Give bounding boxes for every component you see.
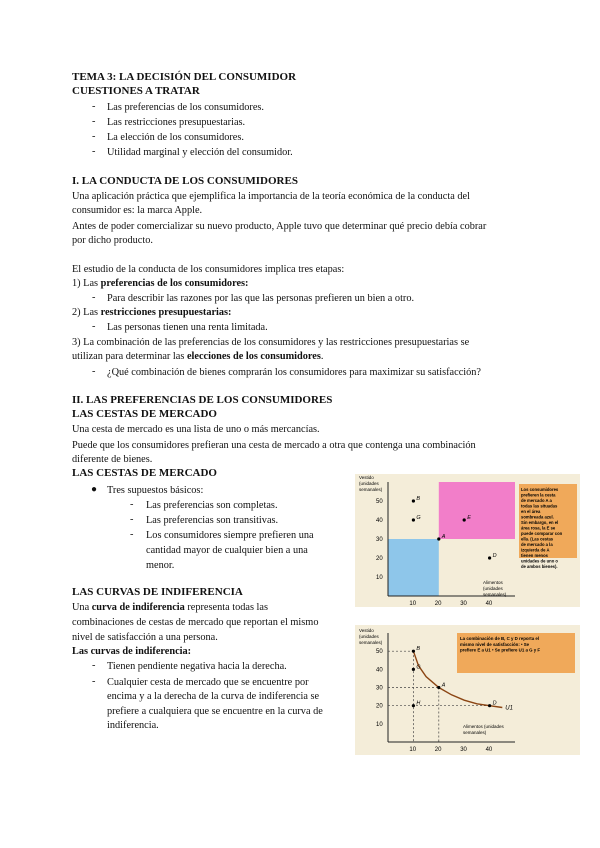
x-tick-label: 10 bbox=[409, 601, 417, 607]
note-text: de mercado A a bbox=[521, 498, 552, 503]
note-text: mismo nivel de satisfacción: • Se bbox=[460, 641, 530, 647]
dash: - bbox=[92, 321, 96, 332]
curvas-item: Tienen pendiente negativa hacia la derecha. bbox=[107, 661, 287, 672]
curvas-item: prefiere a cualquiera que se encuentre en la curva de bbox=[107, 706, 323, 717]
paragraph-line: Puede que los consumidores prefieran una cesta de mercado a otra que contenga una combinación bbox=[72, 440, 476, 451]
point-label: B bbox=[416, 646, 421, 653]
bullet-dot: ● bbox=[91, 484, 98, 495]
dash: - bbox=[92, 131, 96, 142]
note-text: área rosa, la E se bbox=[521, 525, 556, 531]
paragraph-line: consumidor es: la marca Apple. bbox=[72, 205, 203, 216]
dash: - bbox=[92, 116, 96, 127]
text-bold: curva de indiferencia bbox=[91, 602, 185, 613]
note-text: izquierda de A bbox=[521, 547, 550, 553]
note-text: tienen menos bbox=[521, 553, 548, 558]
y-axis-label: semanales) bbox=[359, 640, 383, 645]
stage-2 bbox=[72, 306, 231, 319]
y-axis-label: (unidades bbox=[359, 634, 379, 639]
chart-indifference-curve bbox=[355, 625, 580, 755]
note-text: unidades de uno o bbox=[521, 558, 558, 564]
x-tick-label: 30 bbox=[460, 747, 467, 753]
x-axis-label: semanales) bbox=[463, 730, 487, 735]
preferred-area bbox=[439, 482, 515, 539]
point-label: A bbox=[441, 682, 446, 689]
chart-2-svg bbox=[355, 625, 580, 755]
list-item: Las restricciones presupuestarias. bbox=[107, 117, 246, 128]
paragraph-line: diferente de bienes. bbox=[72, 454, 153, 465]
data-point bbox=[412, 668, 415, 671]
sub-item: Los consumidores siempre prefieren una bbox=[146, 530, 314, 541]
dash: - bbox=[92, 101, 96, 112]
dash: - bbox=[92, 292, 96, 303]
y-axis-label: semanales) bbox=[359, 487, 383, 492]
y-tick-label: 30 bbox=[376, 685, 383, 692]
data-point bbox=[412, 518, 415, 521]
y-tick-label: 10 bbox=[376, 721, 383, 728]
note-text: Sin embargo, en el bbox=[521, 520, 559, 525]
sub-item: cantidad mayor de cualquier bien a una bbox=[146, 545, 308, 556]
stage-item: ¿Qué combinación de bienes comprarán los consumidores para maximizar su satisfacción? bbox=[107, 367, 481, 378]
y-tick-label: 30 bbox=[376, 537, 383, 543]
data-point bbox=[488, 556, 491, 559]
y-tick-label: 50 bbox=[376, 499, 383, 505]
y-axis-label: (unidades bbox=[359, 481, 379, 486]
y-axis-label: Vestido bbox=[359, 628, 374, 633]
data-point bbox=[412, 704, 415, 707]
point-label: G bbox=[416, 664, 421, 671]
x-tick-label: 20 bbox=[434, 601, 442, 607]
section1-title: I. LA CONDUCTA DE LOS CONSUMIDORES bbox=[72, 175, 298, 187]
dash: - bbox=[92, 366, 96, 377]
note-text: en el área bbox=[521, 509, 541, 514]
x-tick-label: 30 bbox=[460, 601, 467, 607]
cuestiones-title: CUESTIONES A TRATAR bbox=[72, 85, 200, 97]
data-point bbox=[412, 650, 415, 653]
paragraph-line: Una cesta de mercado es una lista de uno o más mercancías. bbox=[72, 424, 320, 435]
section2-title: II. LAS PREFERENCIAS DE LOS CONSUMIDORES bbox=[72, 394, 333, 406]
point-label: B bbox=[416, 496, 421, 502]
paragraph-line: 3) La combinación de las preferencias de los consumidores y las restricciones presupuestarias se bbox=[72, 337, 470, 348]
tema-title: TEMA 3: LA DECISIÓN DEL CONSUMIDOR bbox=[72, 71, 297, 83]
x-axis-label: (unidades bbox=[483, 586, 503, 591]
stage-prefix: 1) Las bbox=[72, 278, 101, 289]
bullet-text: Tres supuestos básicos: bbox=[107, 485, 204, 496]
stage-3 bbox=[72, 350, 323, 363]
dash: - bbox=[130, 529, 134, 540]
y-tick-label: 20 bbox=[376, 556, 383, 562]
stage-suffix: . bbox=[320, 351, 324, 362]
note-text: Los consumidores bbox=[521, 487, 559, 492]
stage-1 bbox=[72, 277, 248, 290]
data-point bbox=[437, 537, 440, 540]
note-text: sombreada azul. bbox=[521, 514, 554, 520]
sub-item: Las preferencias son completas. bbox=[146, 500, 278, 511]
curvas-sub: Las curvas de indiferencia: bbox=[72, 646, 192, 657]
dash: - bbox=[130, 499, 134, 510]
sub-item: menor. bbox=[146, 560, 175, 571]
curve-label: U1 bbox=[505, 705, 513, 712]
curvas-item: encima y a la derecha de la curva de indiferencia se bbox=[107, 691, 320, 702]
dash: - bbox=[92, 146, 96, 157]
chart-1-svg bbox=[355, 474, 580, 607]
x-axis-label: Alimentos (unidades bbox=[463, 724, 504, 729]
note-text: puede comparar con bbox=[521, 531, 563, 536]
stage-bold: elecciones de los consumidores bbox=[186, 351, 321, 362]
list-item: Utilidad marginal y elección del consumidor. bbox=[107, 147, 293, 158]
text-prefix: Una bbox=[72, 602, 92, 613]
x-axis-label: Alimentos bbox=[483, 580, 503, 585]
data-point bbox=[463, 518, 466, 521]
cestas-title: LAS CESTAS DE MERCADO bbox=[72, 467, 217, 479]
list-item: Las preferencias de los consumidores. bbox=[107, 102, 264, 113]
x-tick-label: 40 bbox=[485, 747, 493, 753]
paragraph-line: combinaciones de cestas de mercado que reportan el mismo bbox=[72, 617, 319, 628]
note-text: de ambos bienes). bbox=[521, 564, 558, 569]
paragraph-line: El estudio de la conducta de los consumidores implica tres etapas: bbox=[72, 264, 345, 275]
curvas-line bbox=[72, 601, 268, 614]
curvas-item: Cualquier cesta de mercado que se encuentre por bbox=[107, 677, 309, 688]
chart-market-baskets bbox=[355, 474, 580, 607]
text-suffix: representa todas las bbox=[184, 602, 268, 613]
note-text: todas las situadas bbox=[521, 503, 558, 509]
curvas-item: indiferencia. bbox=[107, 720, 159, 731]
point-label: E bbox=[467, 515, 471, 521]
dash: - bbox=[92, 660, 96, 671]
paragraph-line: nivel de satisfacción a una persona. bbox=[72, 632, 218, 643]
list-item: La elección de los consumidores. bbox=[107, 132, 244, 143]
y-tick-label: 40 bbox=[376, 667, 383, 674]
sub-item: Las preferencias son transitivas. bbox=[146, 515, 279, 526]
point-label: G bbox=[416, 515, 421, 521]
point-label: D bbox=[492, 700, 497, 707]
x-axis-label: semanales) bbox=[483, 592, 507, 597]
y-axis-label: Vestido bbox=[359, 475, 374, 480]
stage-prefix: 2) Las bbox=[72, 307, 101, 318]
point-label: D bbox=[492, 553, 497, 559]
note-text: prefieren la cesta bbox=[521, 492, 556, 498]
y-tick-label: 10 bbox=[376, 575, 383, 581]
stage-bold: preferencias de los consumidores: bbox=[100, 278, 249, 289]
x-tick-label: 40 bbox=[485, 601, 493, 607]
data-point bbox=[412, 499, 415, 502]
point-label: A bbox=[441, 534, 446, 540]
stage-bold: restricciones presupuestarias: bbox=[100, 307, 232, 318]
x-tick-label: 20 bbox=[434, 747, 442, 753]
x-tick-label: 10 bbox=[409, 747, 417, 753]
stage-item: Las personas tienen una renta limitada. bbox=[107, 322, 268, 333]
y-tick-label: 50 bbox=[376, 649, 383, 656]
paragraph-line: por dicho producto. bbox=[72, 235, 153, 246]
stage-prefix: utilizan para determinar las bbox=[72, 351, 187, 362]
data-point bbox=[488, 704, 491, 707]
section2-subtitle: LAS CESTAS DE MERCADO bbox=[72, 408, 217, 420]
less-preferred-area bbox=[388, 539, 439, 596]
note-text: prefiere E a U1 • Se prefiere U1 a G y F bbox=[460, 647, 541, 653]
paragraph-line: Una aplicación práctica que ejemplifica la importancia de la teoría económica de la conducta del bbox=[72, 191, 470, 202]
note-text: La combinación de B, C y D reporta el bbox=[460, 636, 540, 641]
dash: - bbox=[130, 514, 134, 525]
dash: - bbox=[92, 676, 96, 687]
point-label: H bbox=[416, 700, 421, 707]
y-tick-label: 20 bbox=[376, 703, 383, 710]
paragraph-line: Antes de poder comercializar su nuevo producto, Apple tuvo que determinar qué precio debía cobrar bbox=[72, 221, 487, 232]
note-text: de mercado a la bbox=[521, 542, 553, 547]
data-point bbox=[437, 686, 440, 689]
stage-item: Para describir las razones por las que las personas prefieren un bien a otro. bbox=[107, 293, 415, 304]
note-text: ella. (Las cestas bbox=[521, 536, 554, 542]
curvas-title: LAS CURVAS DE INDIFERENCIA bbox=[72, 586, 243, 598]
y-tick-label: 40 bbox=[376, 518, 383, 524]
